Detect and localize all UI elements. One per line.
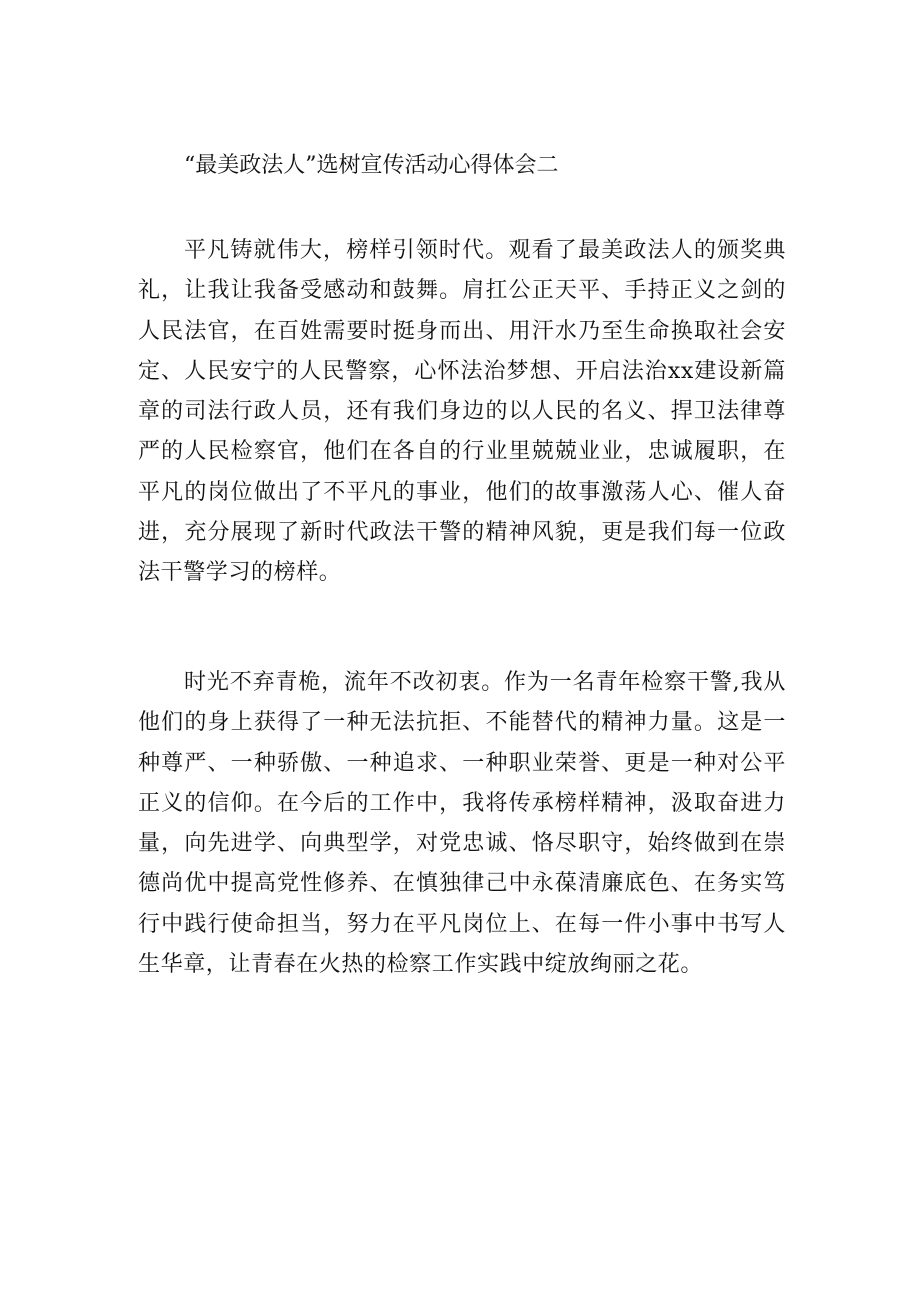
document-title: “最美政法人”选树宣传活动心得体会二	[184, 153, 559, 178]
paragraph-2: 时光不弃青桅，流年不改初衷。作为一名青年检察干警,我从他们的身上获得了一种无法抗拒、不能替代的精神力量。这是一种尊严、一种骄傲、一种追求、一种职业荣誉、更是一种对公平正义的信仰。在今后的工作中，我将传承榜样精神，汲取奋进力量，向先进学、向典型学，对党忠诚、恪尽职守，始终做到在崇德尚优中提高党性修养、在慎独律己中永葆清廉底色、在务实笃行中践行使命担当，努力在平凡岗位上、在每一件小事中书写人生华章，让青春在火热的检察工作实践中绽放绚丽之花。	[138, 670, 786, 978]
paragraph-1: 平凡铸就伟大，榜样引领时代。观看了最美政法人的颁奖典礼，让我让我备受感动和鼓舞。肩扛公正天平、手持正义之剑的人民法官，在百姓需要时挺身而出、用汗水乃至生命换取社会安定、人民安宁的人民警察，心怀法治梦想、开启法治xx建设新篇章的司法行政人员，还有我们身边的以人民的名义、捍卫法律尊严的人民检察官，他们在各自的行业里兢兢业业，忠诚履职，在平凡的岗位做出了不平凡的事业，他们的故事激荡人心、催人奋进，充分展现了新时代政法干警的精神风貌，更是我们每一位政法干警学习的榜样。	[138, 238, 786, 586]
